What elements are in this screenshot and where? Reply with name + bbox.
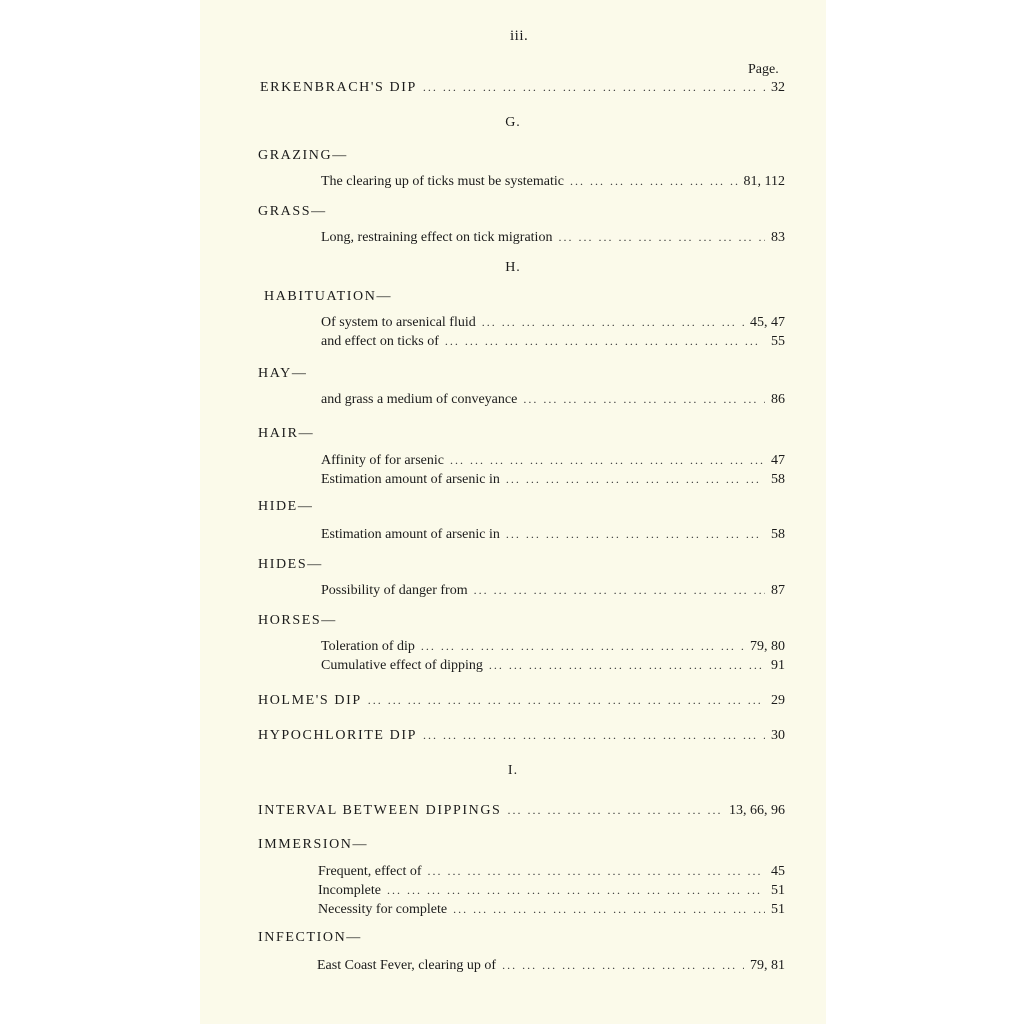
entry-label: The clearing up of ticks must be systematic	[321, 174, 564, 189]
heading-hay: HAY—	[258, 366, 308, 381]
heading-hide: HIDE—	[258, 499, 314, 514]
page-column-label: Page.	[748, 62, 779, 77]
entry-label: INTERVAL BETWEEN DIPPINGS	[258, 803, 502, 818]
dot-leader	[387, 881, 765, 899]
heading-grazing: GRAZING—	[258, 148, 348, 163]
index-subentry	[318, 862, 785, 880]
index-subentry	[317, 956, 785, 974]
heading-infection: INFECTION—	[258, 930, 362, 945]
dot-leader	[423, 726, 765, 744]
dot-leader	[474, 581, 765, 599]
dot-leader	[450, 451, 765, 469]
entry-pages: 79, 81	[750, 958, 785, 973]
dot-leader	[421, 637, 744, 655]
entry-pages: 58	[771, 472, 785, 487]
dot-leader	[423, 78, 765, 96]
index-subentry	[321, 172, 785, 190]
entry-pages: 51	[771, 902, 785, 917]
entry-pages: 45, 47	[750, 315, 785, 330]
dot-leader	[506, 470, 765, 488]
entry-label: Possibility of danger from	[321, 583, 468, 598]
entry-pages: 29	[771, 693, 785, 708]
entry-pages: 55	[771, 334, 785, 349]
index-subentry	[321, 451, 785, 469]
index-subentry	[318, 900, 785, 918]
dot-leader	[489, 656, 765, 674]
dot-leader	[445, 332, 765, 350]
entry-pages: 45	[771, 864, 785, 879]
index-entry-erkenbrach	[260, 78, 785, 96]
entry-label: East Coast Fever, clearing up of	[317, 958, 497, 973]
entry-label: Of system to arsenical fluid	[321, 315, 476, 330]
entry-pages: 83	[771, 230, 785, 245]
heading-hides: HIDES—	[258, 557, 323, 572]
entry-pages: 86	[771, 392, 785, 407]
entry-label: and effect on ticks of	[321, 334, 439, 349]
entry-label: Incomplete	[318, 883, 381, 898]
dot-leader	[368, 691, 765, 709]
index-subentry	[318, 881, 785, 899]
dot-leader	[523, 390, 765, 408]
dot-leader	[502, 956, 744, 974]
entry-pages: 79, 80	[750, 639, 785, 654]
index-subentry	[321, 313, 785, 331]
entry-pages: 87	[771, 583, 785, 598]
index-subentry	[321, 470, 785, 488]
entry-label: Long, restraining effect on tick migration	[321, 230, 553, 245]
dot-leader	[453, 900, 765, 918]
index-entry-hypochlorite	[258, 726, 785, 744]
index-subentry	[321, 525, 785, 543]
dot-leader	[428, 862, 765, 880]
section-letter-i: I.	[507, 763, 519, 778]
index-subentry	[321, 390, 785, 408]
dot-leader	[558, 228, 765, 246]
entry-pages: 81, 112	[743, 174, 785, 189]
dot-leader	[482, 313, 744, 331]
heading-grass: GRASS—	[258, 204, 327, 219]
entry-label: Affinity of for arsenic	[321, 453, 444, 468]
entry-pages: 30	[771, 728, 785, 743]
heading-horses: HORSES—	[258, 613, 337, 628]
index-entry-holme	[258, 691, 785, 709]
entry-label: HYPOCHLORITE DIP	[258, 728, 417, 743]
section-letter-g: G.	[505, 115, 521, 130]
entry-label: Toleration of dip	[321, 639, 415, 654]
heading-hair: HAIR—	[258, 426, 315, 441]
dot-leader	[507, 801, 723, 819]
index-subentry	[321, 332, 785, 350]
page-number: iii.	[510, 28, 529, 44]
heading-immersion: IMMERSION—	[258, 837, 369, 852]
dot-leader	[506, 525, 765, 543]
entry-label: Necessity for complete	[318, 902, 448, 917]
heading-habituation: HABITUATION—	[264, 289, 393, 304]
dot-leader	[570, 172, 738, 190]
entry-pages: 13, 66, 96	[729, 803, 785, 818]
entry-pages: 91	[771, 658, 785, 673]
index-subentry	[321, 656, 785, 674]
entry-label: Estimation amount of arsenic in	[321, 472, 500, 487]
entry-pages: 47	[771, 453, 785, 468]
index-subentry	[321, 581, 785, 599]
entry-pages: 51	[771, 883, 785, 898]
entry-label: Estimation amount of arsenic in	[321, 527, 500, 542]
index-subentry	[321, 228, 785, 246]
index-subentry	[321, 637, 785, 655]
index-page	[200, 0, 826, 1024]
entry-label: ERKENBRACH'S DIP	[260, 80, 417, 95]
entry-label: Frequent, effect of	[318, 864, 422, 879]
entry-label: HOLME'S DIP	[258, 693, 362, 708]
index-entry-interval	[258, 801, 785, 819]
section-letter-h: H.	[505, 260, 521, 275]
entry-label: Cumulative effect of dipping	[321, 658, 483, 673]
entry-pages: 58	[771, 527, 785, 542]
entry-label: and grass a medium of conveyance	[321, 392, 518, 407]
entry-pages: 32	[771, 80, 785, 95]
